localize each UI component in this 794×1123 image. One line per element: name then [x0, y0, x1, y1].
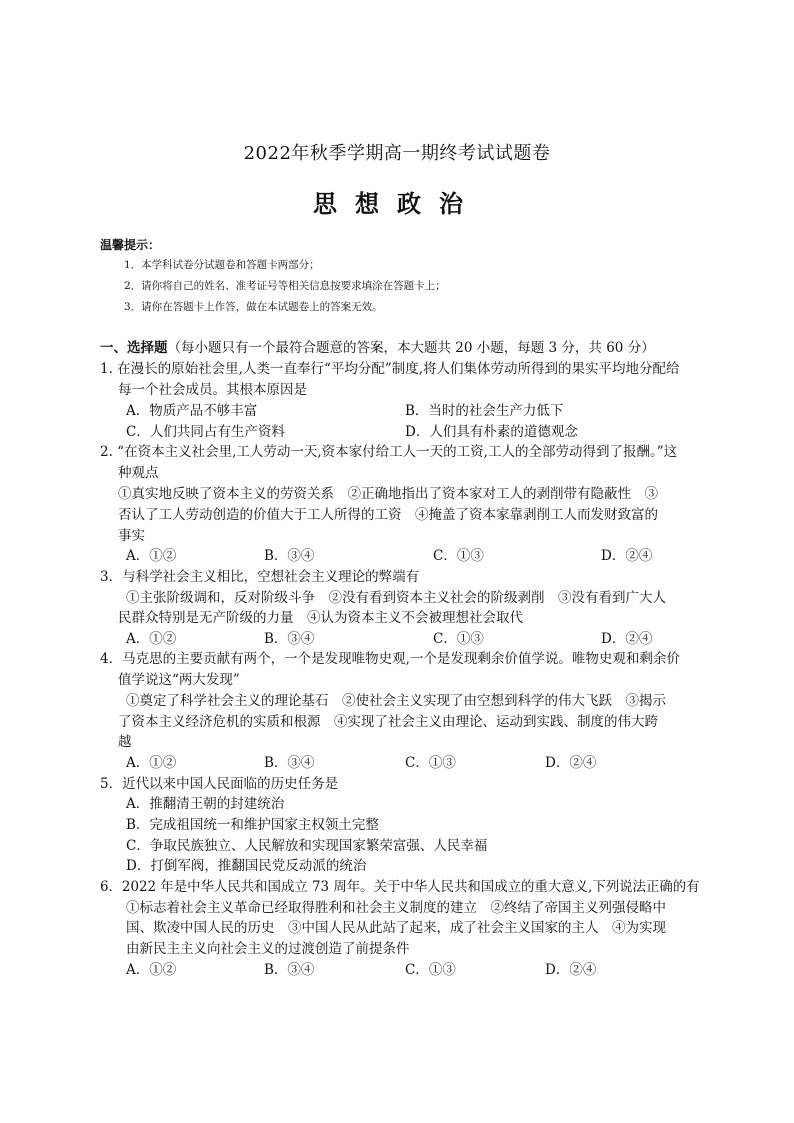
question-6-line: ①标志着社会主义革命已经取得胜利和社会主义制度的建立 ②终结了帝国主义列强侵略中: [126, 900, 666, 916]
question-2-line: 2. “在资本主义社会里,工人劳动一天,资本家付给工人一天的工资,工人的全部劳动得到了报酬。”这: [100, 444, 678, 460]
question-5-line: 5．近代以来中国人民面临的历史任务是: [100, 776, 339, 792]
question-6-option-a: A．①②: [126, 962, 177, 978]
question-6-option-c: C．①③: [405, 962, 456, 978]
question-3-option-b: B．③④: [264, 631, 315, 647]
question-6-option-b: B．③④: [264, 962, 315, 978]
question-4-option-c: C．①③: [405, 755, 456, 771]
question-6-line: 6．2022 年是中华人民共和国成立 73 周年。关于中华人民共和国成立的重大意义,下列说法正确的有: [100, 879, 700, 895]
question-2-option-d: D．②④: [601, 548, 653, 564]
question-4-option-a: A．①②: [126, 755, 177, 771]
section-description: （每小题只有一个最符合题意的答案，本大题共 20 小题，每题 3 分，共 60 分）: [167, 340, 655, 356]
question-2-line: ①真实地反映了资本主义的劳资关系 ②正确地指出了资本家对工人的剥削带有隐蔽性 ③: [118, 486, 658, 502]
question-1-option-c: C．人们共同占有生产资料: [126, 424, 285, 440]
question-4-option-b: B．③④: [264, 755, 315, 771]
question-1-option-d: D．人们具有朴素的道德观念: [405, 424, 578, 440]
tip-item: 1．本学科试卷分试题卷和答题卡两部分；: [124, 259, 320, 271]
question-2-line: 事实: [118, 528, 145, 544]
question-4-line: ①奠定了科学社会主义的理论基石 ②使社会主义实现了由空想到科学的伟大飞跃 ③揭示: [126, 693, 666, 709]
question-1-line: 每一个社会成员。其根本原因是: [118, 382, 307, 398]
question-3-line: 民群众特别是无产阶级的力量 ④认为资本主义不会被理想社会取代: [118, 610, 523, 626]
question-5-option-c: C．争取民族独立、人民解放和实现国家繁荣富强、人民幸福: [126, 838, 488, 854]
tip-item: 2．请你将自己的姓名、准考证号等相关信息按要求填涂在答题卡上；: [124, 280, 446, 292]
question-3-option-d: D．②④: [601, 631, 653, 647]
question-6-option-d: D．②④: [545, 962, 597, 978]
question-4-line: 4．马克思的主要贡献有两个，一个是发现唯物史观,一个是发现剩余价值学说。唯物史观和剩余价: [100, 651, 680, 667]
question-2-option-a: A．①②: [126, 548, 177, 564]
question-3-option-a: A．①②: [126, 631, 177, 647]
question-6-line: 由新民主主义向社会主义的过渡创造了前提条件: [126, 941, 410, 957]
question-4-line: 值学说这“两大发现”: [118, 672, 240, 688]
question-5-option-d: D．打倒军阀，推翻国民党反动派的统治: [126, 858, 367, 874]
question-2-option-b: B．③④: [264, 548, 315, 564]
question-5-option-a: A．推翻清王朝的封建统治: [126, 796, 285, 812]
section-heading: [100, 339, 655, 357]
question-2-line: 种观点: [118, 465, 159, 481]
tip-item: 3．请你在答题卡上作答，做在本试题卷上的答案无效。: [124, 301, 383, 313]
subject-title: 思想政治: [313, 190, 481, 218]
question-3-line: 3．与科学社会主义相比，空想社会主义理论的弊端有: [100, 569, 420, 585]
question-1-option-b: B．当时的社会生产力低下: [405, 403, 564, 419]
question-4-line: 越: [118, 734, 132, 750]
question-3-line: ①主张阶级调和，反对阶级斗争 ②没有看到资本主义社会的阶级剥削 ③没有看到广大人: [126, 590, 666, 606]
question-4-option-d: D．②④: [545, 755, 597, 771]
section-label: 一、选择题: [100, 340, 168, 356]
question-2-option-c: C．①③: [433, 548, 484, 564]
question-3-option-c: C．①③: [433, 631, 484, 647]
question-1-option-a: A．物质产品不够丰富: [126, 403, 258, 419]
tips-heading: 温馨提示：: [100, 238, 161, 252]
question-6-line: 国、欺凌中国人民的历史 ③中国人民从此站了起来，成了社会主义国家的主人 ④为实现: [126, 920, 666, 936]
exam-title: 2022年秋季学期高一期终考试试题卷: [243, 143, 551, 164]
question-2-line: 否认了工人劳动创造的价值大于工人所得的工资 ④掩盖了资本家靠剥削工人而发财致富的: [118, 507, 658, 523]
question-1-line: 1. 在漫长的原始社会里,人类一直奉行“平均分配”制度,将人们集体劳动所得到的果实平均地分配给: [100, 361, 680, 377]
question-4-line: 了资本主义经济危机的实质和根源 ④实现了社会主义由理论、运动到实践、制度的伟大跨: [118, 714, 658, 730]
question-5-option-b: B．完成祖国统一和维护国家主权领土完整: [126, 817, 379, 833]
